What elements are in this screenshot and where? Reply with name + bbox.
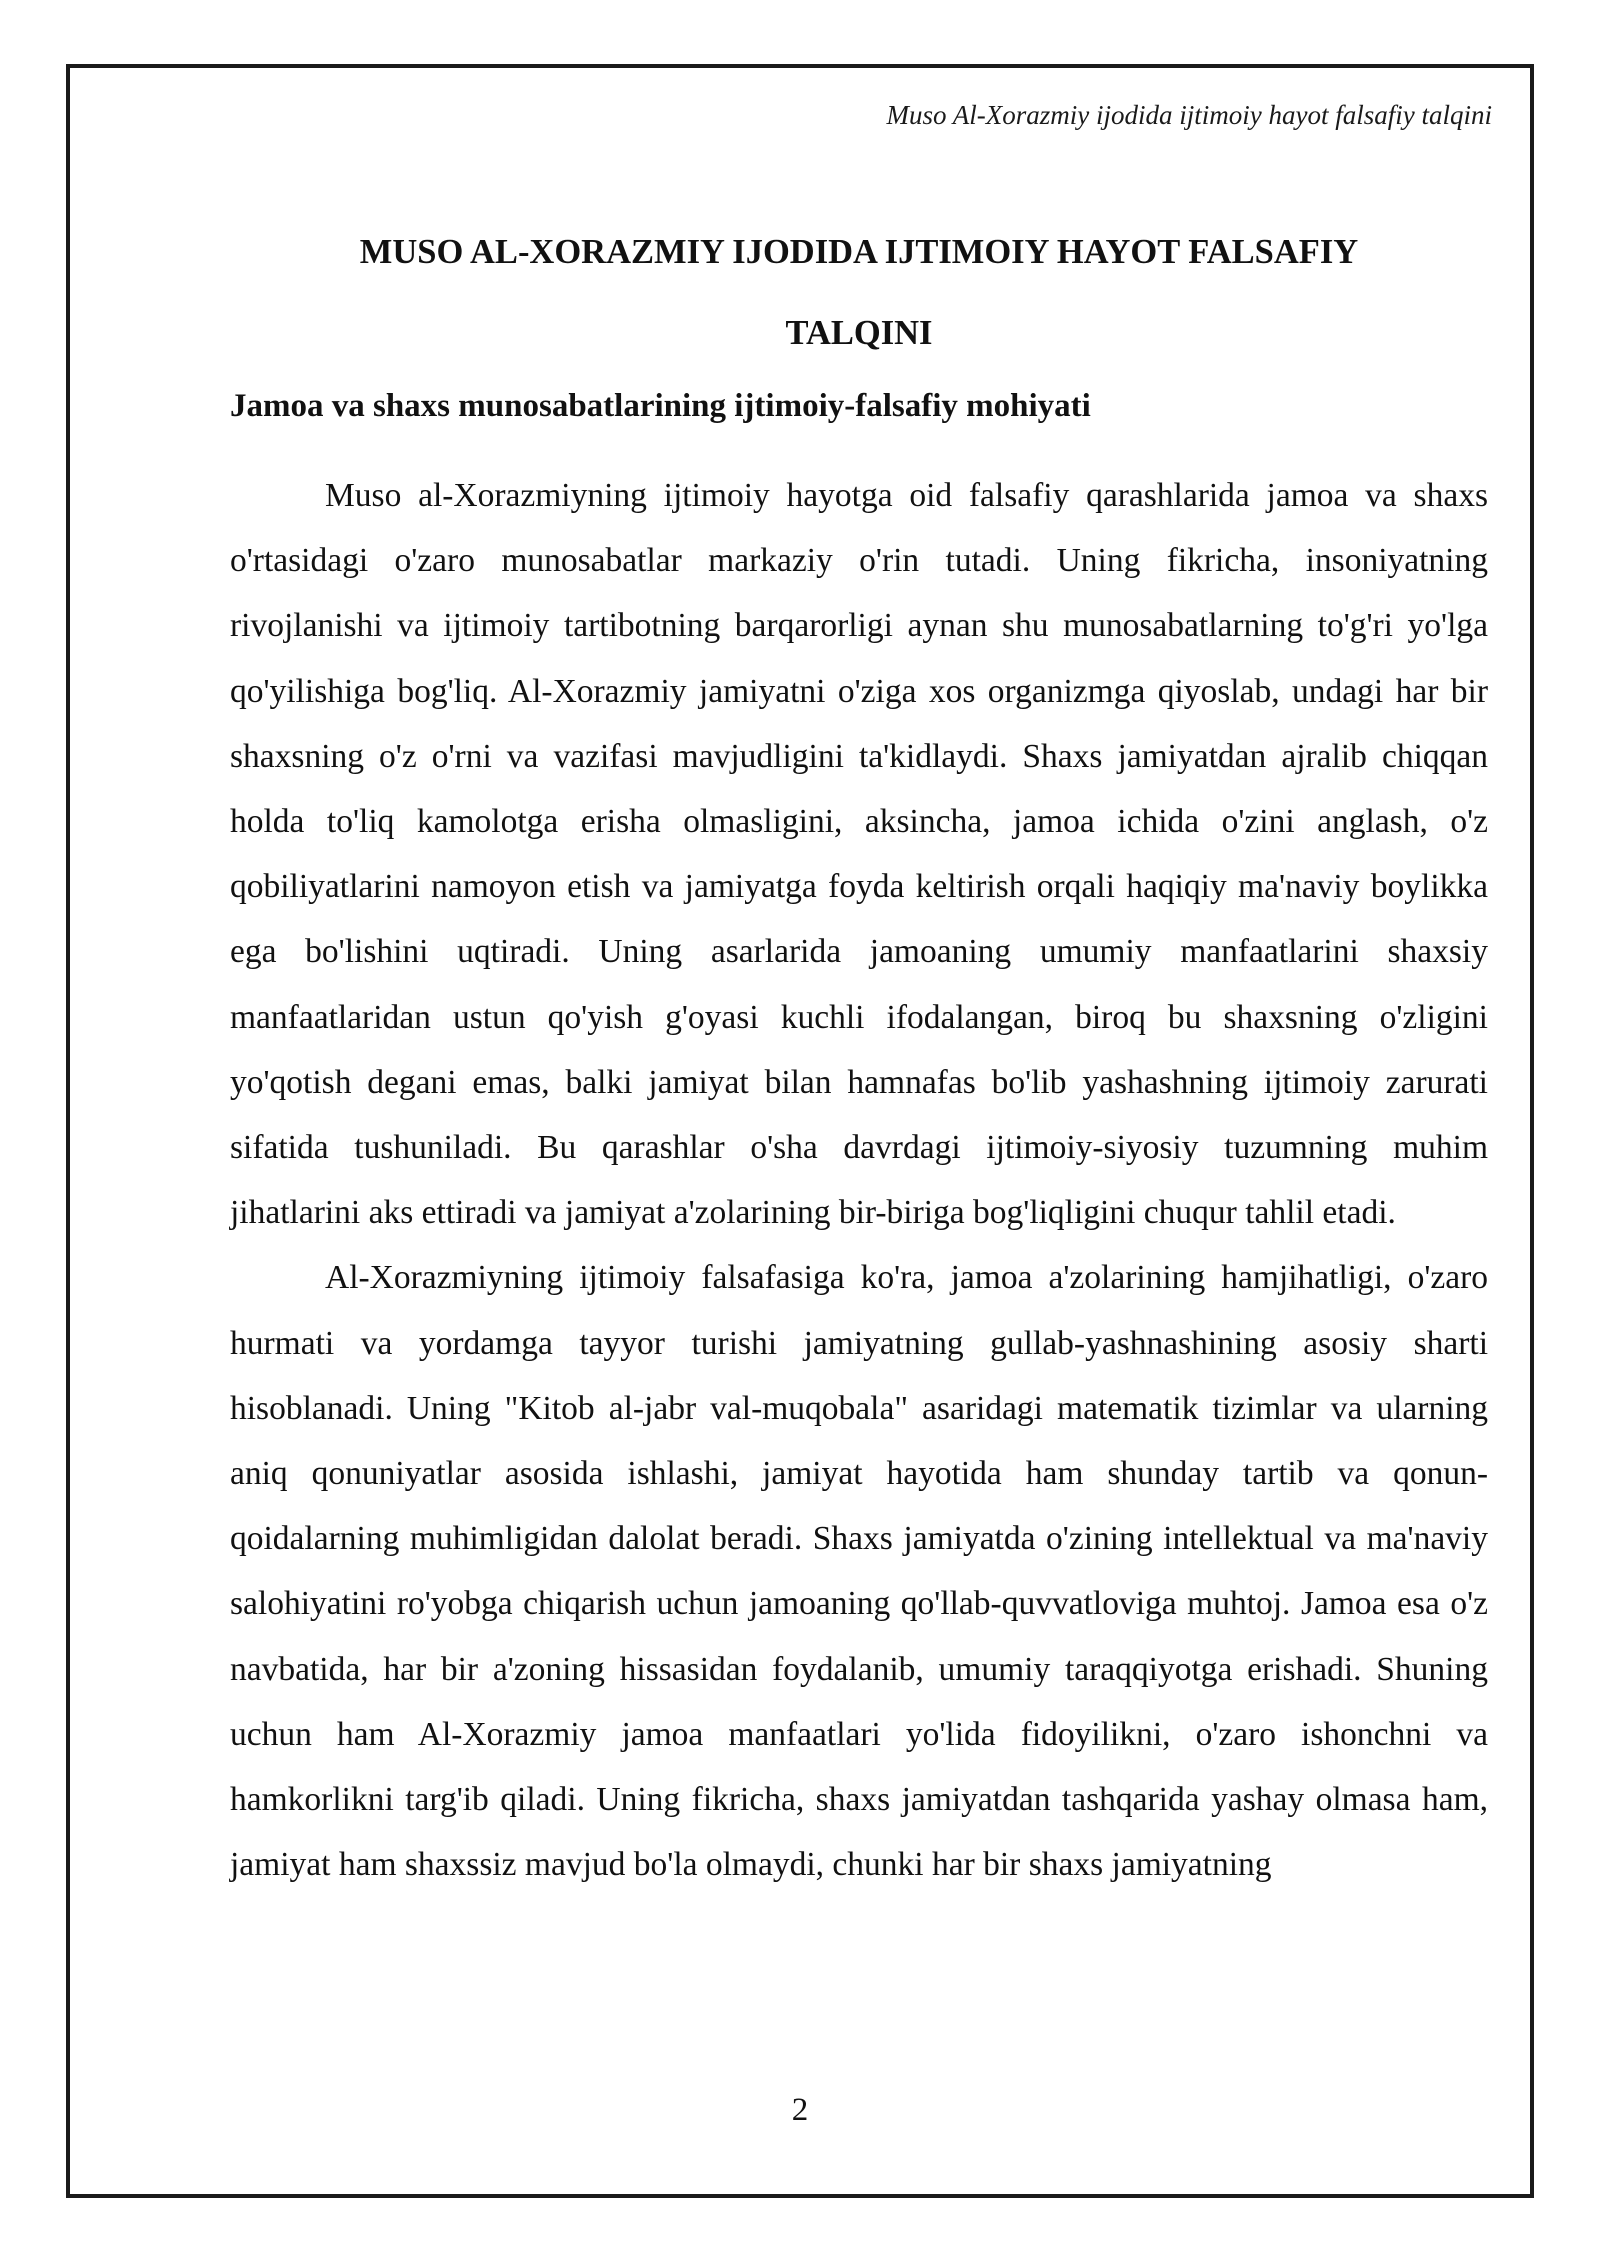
document-title-line-2: TALQINI xyxy=(785,314,933,352)
document-title xyxy=(230,212,1488,374)
page-number: 2 xyxy=(791,2092,809,2128)
document-title-line-1: MUSO AL-XORAZMIY IJODIDA IJTIMOIY HAYOT FALSAFIY xyxy=(359,233,1359,271)
running-header: Muso Al-Xorazmiy ijodida ijtimoiy hayot falsafiy talqini xyxy=(886,100,1492,130)
body-text xyxy=(230,463,1488,1897)
paragraph-2: Al-Xorazmiyning ijtimoiy falsafasiga ko'ra, jamoa a'zolarining hamjihatligi, o'zaro hurmati va yordamga tayyor turishi jamiyatning gullab-yashnashining asosiy sharti hisoblanadi. Uning "Kitob al-jabr val-muqobala" asaridagi matematik tizimlar va ularning aniq qonuniyatlar asosida ishlashi, jamiyat hayotida ham shunday tartib va qonun-qoidalarning muhimligidan dalolat beradi. Shaxs jamiyatda o'zining intellektual va ma'naviy salohiyatini ro'yobga chiqarish uchun jamoaning qo'llab-quvvatloviga muhtoj. Jamoa esa o'z navbatida, har bir a'zoning hissasidan foydalanib, umumiy taraqqiyotga erishadi. Shuning uchun ham Al-Xorazmiy jamoa manfaatlari yo'lida fidoyilikni, o'zaro ishonchni va hamkorlikni targ'ib qiladi. Uning fikricha, shaxs jamiyatdan tashqarida yashay olmasa ham, jamiyat ham shaxssiz mavjud bo'la olmaydi, chunki har bir shaxs jamiyatning xyxy=(230,1259,1488,1884)
section-heading: Jamoa va shaxs munosabatlarining ijtimoiy-falsafiy mohiyati xyxy=(230,388,1091,424)
paragraph-1: Muso al-Xorazmiyning ijtimoiy hayotga oid falsafiy qarashlarida jamoa va shaxs o'rtasidagi o'zaro munosabatlar markaziy o'rin tutadi. Uning fikricha, insoniyatning rivojlanishi va ijtimoiy tartibotning barqarorligi aynan shu munosabatlarning to'g'ri yo'lga qo'yilishiga bog'liq. Al-Xorazmiy jamiyatni o'ziga xos organizmga qiyoslab, undagi har bir shaxsning o'z o'rni va vazifasi mavjudligini ta'kidlaydi. Shaxs jamiyatdan ajralib chiqqan holda to'liq kamolotga erisha olmasligini, aksincha, jamoa ichida o'zini anglash, o'z qobiliyatlarini namoyon etish va jamiyatga foyda keltirish orqali haqiqiy ma'naviy boylikka ega bo'lishini uqtiradi. Uning asarlarida jamoaning umumiy manfaatlarini shaxsiy manfaatlaridan ustun qo'yish g'oyasi kuchli ifodalangan, biroq bu shaxsning o'zligini yo'qotish degani emas, balki jamiyat bilan hamnafas bo'lib yashashning ijtimoiy zarurati sifatida tushuniladi. Bu qarashlar o'sha davrdagi ijtimoiy-siyosiy tuzumning muhim jihatlarini aks ettiradi va jamiyat a'zolarining bir-biriga bog'liqligini chuqur tahlil etadi. xyxy=(230,477,1488,1232)
